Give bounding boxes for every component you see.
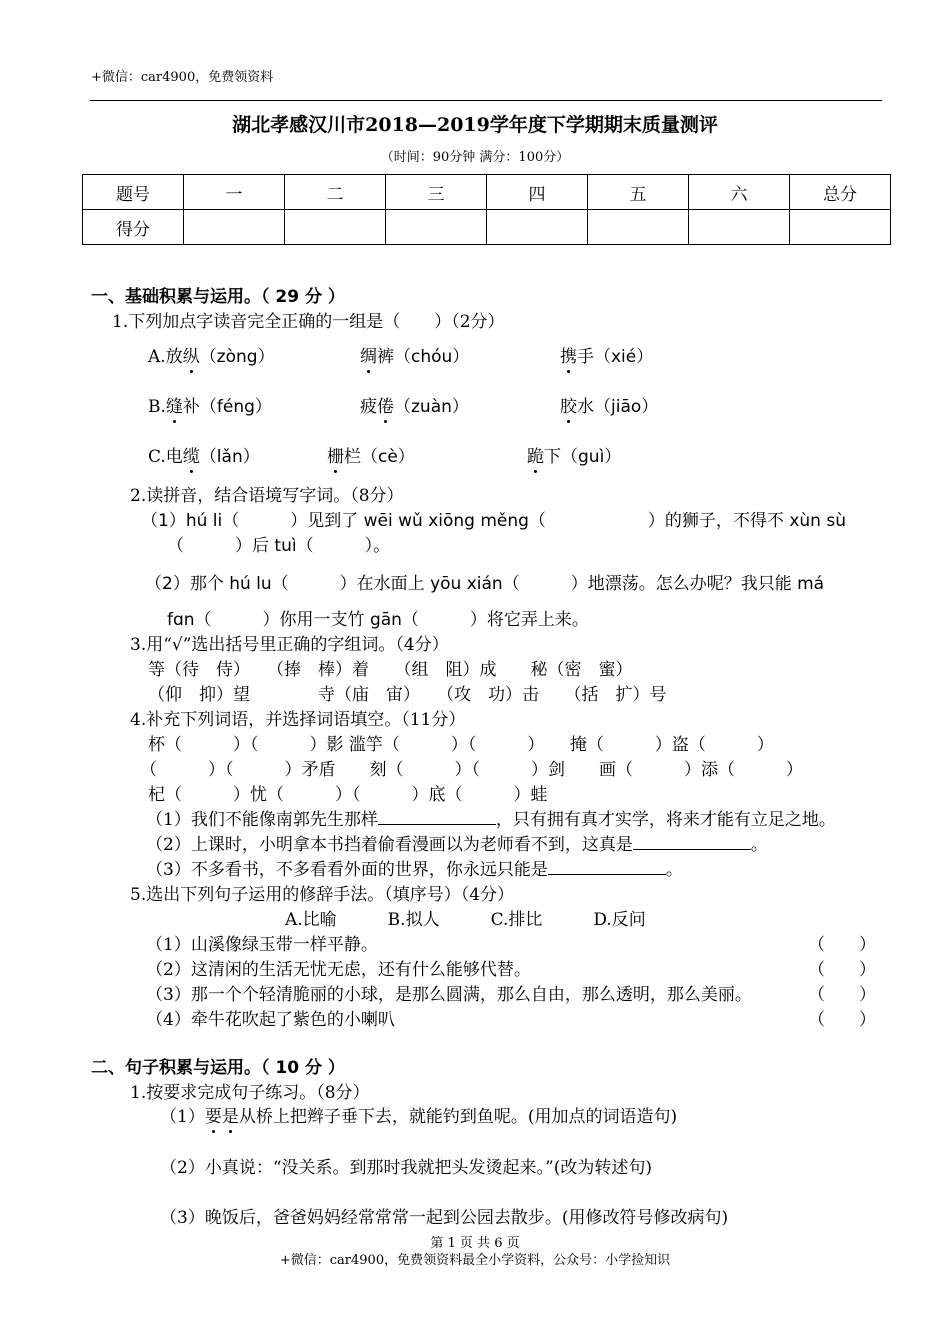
answer-blank[interactable] [633, 835, 751, 850]
q1-option-c2: 栅栏（cè） [327, 442, 415, 467]
q5-options: A.比喻 B.拟人 C.排比 D.反问 [285, 910, 646, 930]
score-cell[interactable] [790, 210, 891, 245]
q4-stem: 4.补充下列词语，并选择词语填空。（11分） [130, 710, 466, 730]
q2-line4: fɑn（ ）你用一支竹 gān（ ）将它弄上来。 [167, 610, 589, 630]
q5-item-2: （2）这清闲的生活无忧无虑，还有什么能够代替。 [146, 960, 531, 980]
score-cell[interactable] [588, 210, 689, 245]
score-table [82, 174, 891, 245]
score-table-header: 题号 [83, 175, 184, 210]
q1-option-c3: 跪下（guì） [527, 442, 621, 467]
q1-option-c1: C.电缆（lǎn） [148, 442, 260, 467]
score-cell[interactable] [285, 210, 386, 245]
q4-sentence-1: （1）我们不能像南郭先生那样 ，只有拥有真才实学，将来才能有立足之地。 [146, 810, 836, 830]
q4-line1: 杯（ ）（ ）影 滥竽（ ）（ ） 掩（ ）盗（ ） [148, 735, 774, 755]
q5-answer-1[interactable]: （ ） [808, 935, 876, 955]
score-cell[interactable] [689, 210, 790, 245]
q2-line3: （2）那个 hú lu（ ）在水面上 yōu xián（ ）地漂荡。怎么办呢？我只能 má [145, 574, 825, 594]
s2-q1-item-1: （1）要是从桥上把辫子垂下去，就能钓到鱼呢。(用加点的词语造句) [160, 1102, 677, 1127]
q1-option-a2: 绸裤（chóu） [360, 342, 469, 367]
q1-option-b3: 胶水（jiāo） [560, 392, 658, 417]
q2-line2: （ ）后 tuì（ ）。 [167, 536, 391, 556]
footer-watermark: +微信：car4900，免费领资料最全小学资料，公众号：小学捡知识 [279, 1253, 671, 1268]
score-cell[interactable] [487, 210, 588, 245]
score-table-header: 三 [386, 175, 487, 210]
s2-q1-item-3: （3）晚饭后，爸爸妈妈经常常常一起到公园去散步。(用修改符号修改病句) [160, 1208, 729, 1228]
q5-answer-3[interactable]: （ ） [808, 985, 876, 1005]
score-table-header: 四 [487, 175, 588, 210]
q1-option-b1: B.缝补（féng） [148, 392, 272, 417]
q2-line1: （1）hú li（ ）见到了 wēi wǔ xiōng měng（ ）的狮子，不得不 xùn sù [141, 511, 846, 531]
score-table-header: 五 [588, 175, 689, 210]
score-table-header: 总分 [790, 175, 891, 210]
page-title: 湖北孝感汉川市2018—2019学年度下学期期末质量测评 [232, 114, 718, 136]
header-rule [90, 100, 882, 101]
score-table-header: 二 [285, 175, 386, 210]
q3-line2: （仰 抑）望 寺（庙 宙） （攻 功）击 （括 扩）号 [148, 685, 667, 705]
s2-q1-item-2: （2）小真说：“没关系。到那时我就把头发烫起来。”(改为转述句) [160, 1158, 652, 1178]
q5-answer-2[interactable]: （ ） [808, 960, 876, 980]
s2-q1-stem: 1.按要求完成句子练习。（8分） [130, 1083, 370, 1103]
score-cell[interactable] [184, 210, 285, 245]
score-table-score-row [83, 210, 891, 245]
page-number: 第 1 页 共 6 页 [430, 1236, 520, 1251]
q2-stem: 2.读拼音，结合语境写字词。（8分） [130, 486, 404, 506]
q1-option-b2: 疲倦（zuàn） [360, 392, 469, 417]
q5-answer-4[interactable]: （ ） [808, 1010, 876, 1030]
score-table-header: 六 [689, 175, 790, 210]
page-subtitle: （时间：90分钟 满分：100分） [380, 150, 570, 165]
q4-sentence-2: （2）上课时，小明拿本书挡着偷看漫画以为老师看不到，这真是 。 [146, 835, 768, 855]
answer-blank[interactable] [548, 860, 666, 875]
q5-item-4: （4）牵牛花吹起了紫色的小喇叭 [146, 1010, 395, 1030]
section2-heading: 二、句子积累与运用。（ 10 分 ） [91, 1058, 345, 1078]
section1-heading: 一、基础积累与运用。（ 29 分 ） [91, 287, 345, 307]
q5-stem: 5.选出下列句子运用的修辞手法。（填序号）（4分） [130, 885, 515, 905]
score-table-header-row [83, 175, 891, 210]
q1-option-a3: 携手（xié） [560, 342, 653, 367]
q1-option-a1: A.放纵（zòng） [148, 342, 275, 367]
score-row-label: 得分 [83, 210, 184, 245]
score-table-header: 一 [184, 175, 285, 210]
q5-item-1: （1）山溪像绿玉带一样平静。 [146, 935, 378, 955]
score-cell[interactable] [386, 210, 487, 245]
q1-stem: 1.下列加点字读音完全正确的一组是（ ）（2分） [112, 312, 505, 332]
q5-item-3: （3）那一个个轻清脆丽的小球，是那么圆满，那么自由，那么透明，那么美丽。 [146, 985, 752, 1005]
q3-stem: 3.用“√”选出括号里正确的字组词。（4分） [130, 635, 449, 655]
answer-blank[interactable] [378, 810, 496, 825]
q4-sentence-3: （3）不多看书，不多看看外面的世界，你永远只能是 。 [146, 860, 683, 880]
q3-line1: 等（待 侍） （捧 棒）着 （组 阻）成 秘（密 蜜） [148, 660, 633, 680]
header-watermark: +微信：car4900，免费领资料 [91, 70, 274, 85]
q4-line3: 杞（ ）忧（ ）（ ）底（ ）蛙 [148, 785, 548, 805]
q4-line2: （ ）（ ）矛盾 刻（ ）（ ）剑 画（ ）添（ ） [140, 760, 803, 780]
